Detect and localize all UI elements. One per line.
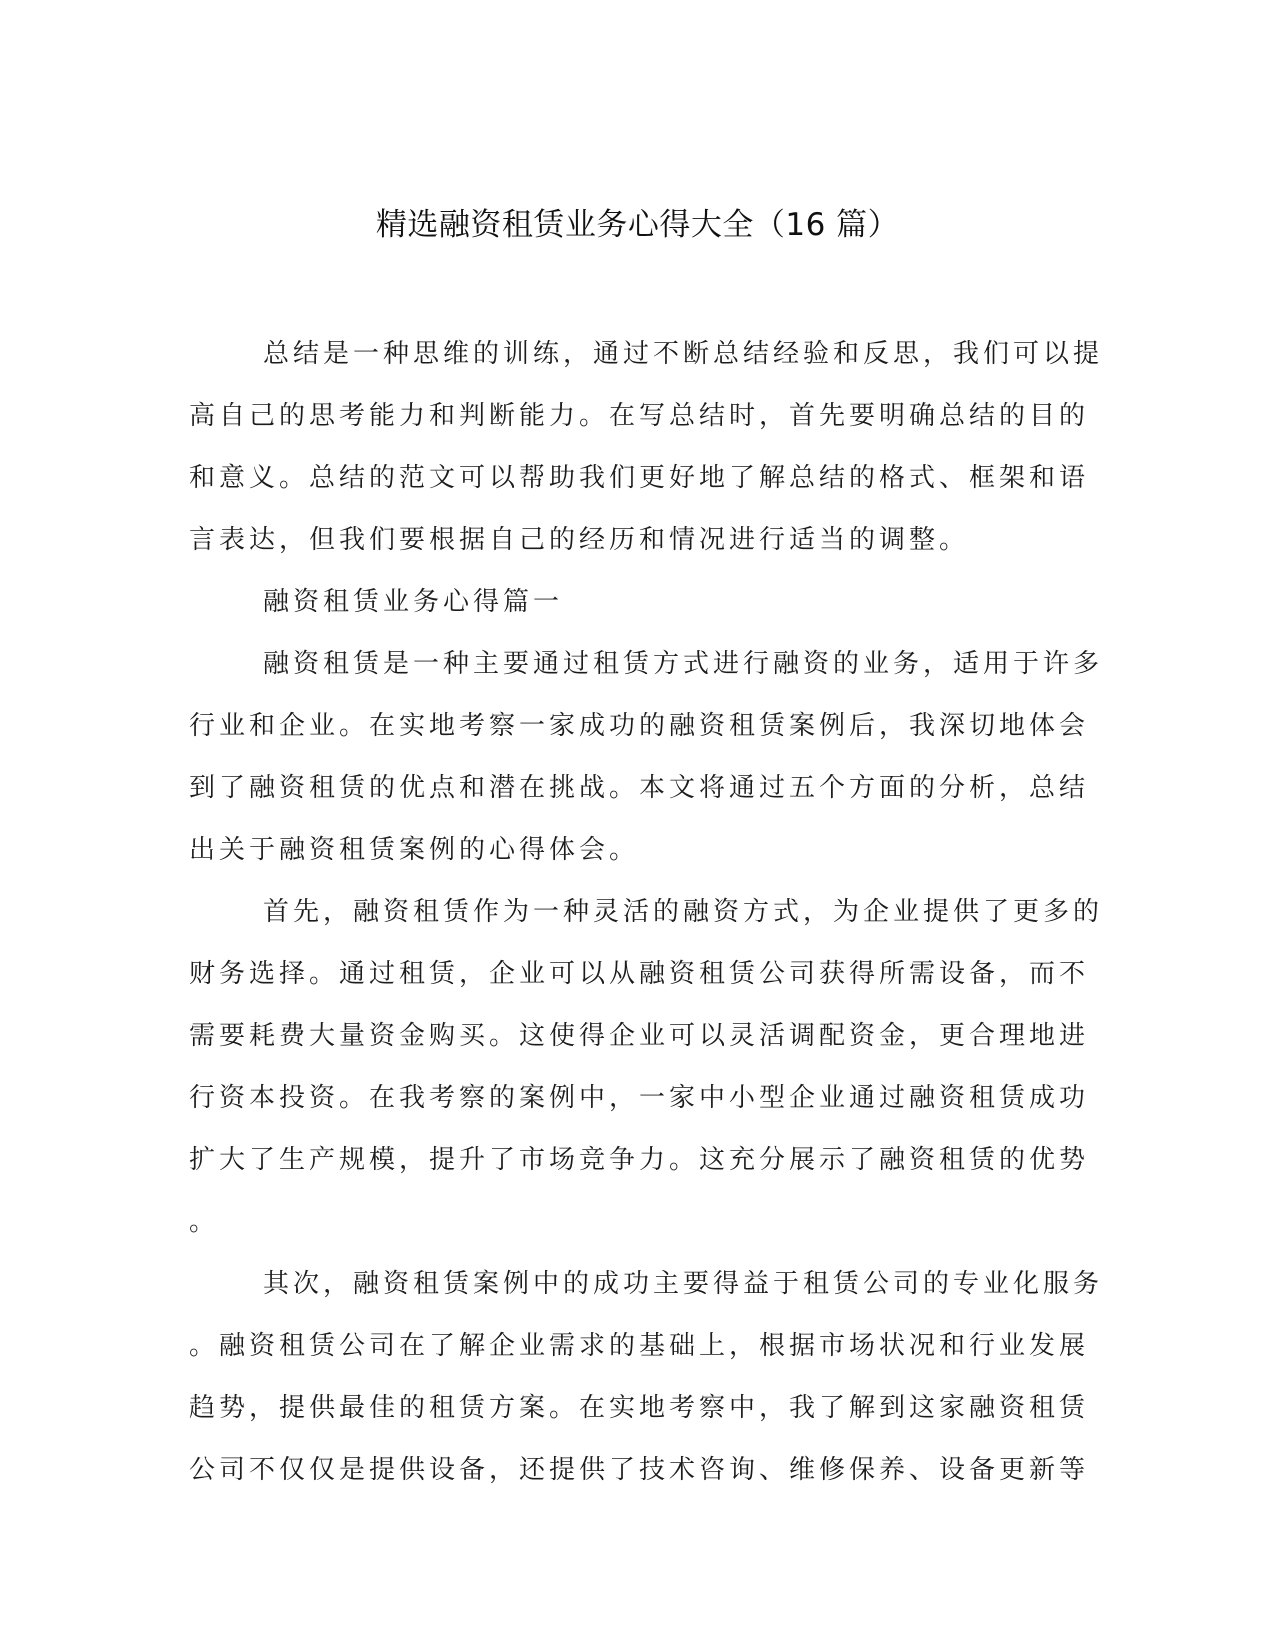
paragraph-line: 总结是一种思维的训练，通过不断总结经验和反思，我们可以提: [263, 339, 1104, 369]
paragraph-line: 其次，融资租赁案例中的成功主要得益于租赁公司的专业化服务: [263, 1269, 1104, 1299]
paragraph-line: 融资租赁是一种主要通过租赁方式进行融资的业务，适用于许多: [263, 649, 1104, 679]
paragraph-line: 财务选择。通过租赁，企业可以从融资租赁公司获得所需设备，而不: [189, 959, 1090, 989]
paragraph-line: 首先，融资租赁作为一种灵活的融资方式，为企业提供了更多的: [263, 897, 1104, 927]
paragraph-line: 行资本投资。在我考察的案例中，一家中小型企业通过融资租赁成功: [189, 1083, 1090, 1113]
document-body: [189, 323, 1104, 1501]
paragraph-line: 。: [189, 1207, 220, 1237]
paragraph-line: 和意义。总结的范文可以帮助我们更好地了解总结的格式、框架和语: [189, 463, 1090, 493]
paragraph-line: 。融资租赁公司在了解企业需求的基础上，根据市场状况和行业发展: [189, 1331, 1090, 1361]
paragraph-line: 到了融资租赁的优点和潜在挑战。本文将通过五个方面的分析，总结: [189, 773, 1090, 803]
document-title: 精选融资租赁业务心得大全（16 篇）: [375, 207, 900, 243]
section-heading: 融资租赁业务心得篇一: [263, 587, 564, 617]
paragraph-line: 高自己的思考能力和判断能力。在写总结时，首先要明确总结的目的: [189, 401, 1090, 431]
paragraph-line: 言表达，但我们要根据自己的经历和情况进行适当的调整。: [189, 525, 970, 555]
paragraph-line: 公司不仅仅是提供设备，还提供了技术咨询、维修保养、设备更新等: [189, 1455, 1090, 1485]
paragraph-line: 需要耗费大量资金购买。这使得企业可以灵活调配资金，更合理地进: [189, 1021, 1090, 1051]
paragraph-line: 行业和企业。在实地考察一家成功的融资租赁案例后，我深切地体会: [189, 711, 1090, 741]
paragraph-line: 出关于融资租赁案例的心得体会。: [189, 835, 640, 865]
paragraph-line: 扩大了生产规模，提升了市场竞争力。这充分展示了融资租赁的优势: [189, 1145, 1090, 1175]
paragraph-line: 趋势，提供最佳的租赁方案。在实地考察中，我了解到这家融资租赁: [189, 1393, 1090, 1423]
